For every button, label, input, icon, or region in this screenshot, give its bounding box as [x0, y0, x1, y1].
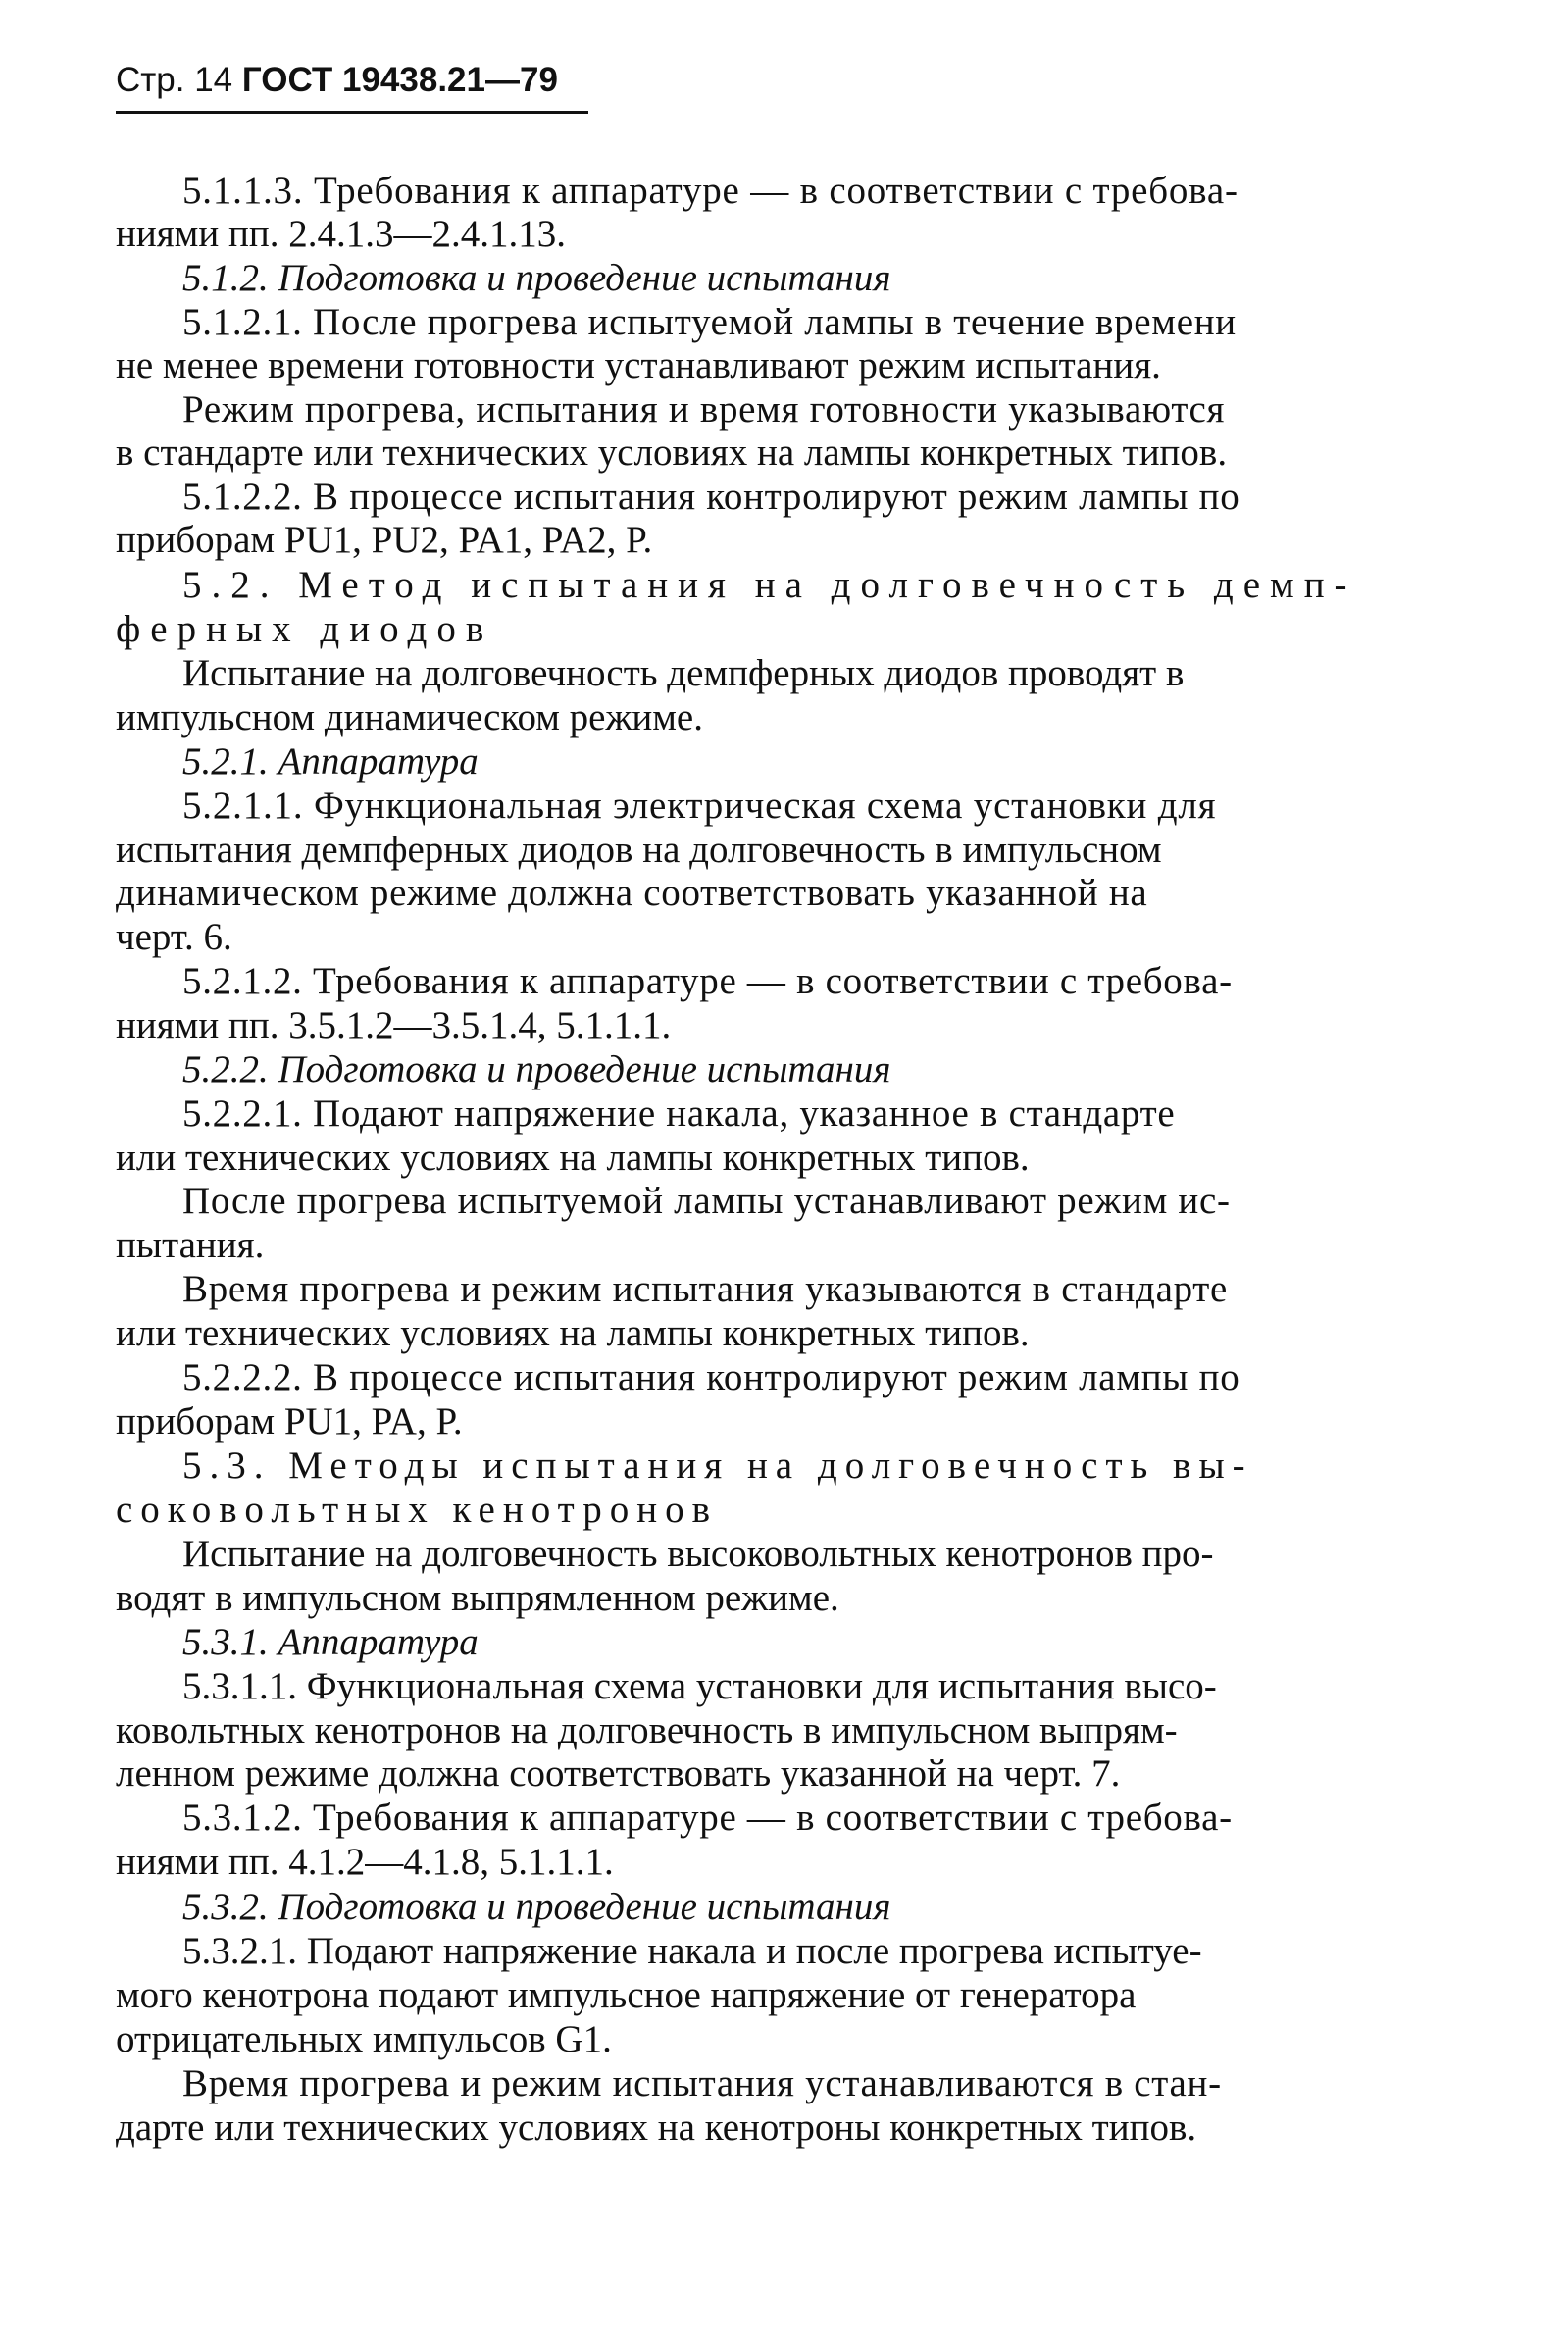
text-line: 5.1.2.2. В процессе испытания контролируют режим лампы по [182, 476, 1240, 518]
text-line: водят в импульсном выпрямленном режиме. [116, 1577, 839, 1619]
text-line: Испытание на долговечность демпферных диодов проводят в [182, 652, 1185, 694]
text-line: отрицательных импульсов G1. [116, 2018, 612, 2060]
section-subheading: 5.3.1. Аппаратура [182, 1621, 479, 1663]
text-line: 5.3.1.1. Функциональная схема установки для испытания высо- [182, 1665, 1217, 1707]
text-line: мого кенотрона подают импульсное напряжение от генератора [116, 1974, 1137, 2016]
text-line: Время прогрева и режим испытания указываются в стандарте [182, 1268, 1229, 1310]
text-line: в стандарте или технических условиях на лампы конкретных типов. [116, 431, 1228, 474]
text-line: 5.3.2.1. Подают напряжение накала и после прогрева испытуе- [182, 1930, 1202, 1972]
text-line: ниями пп. 4.1.2—4.1.8, 5.1.1.1. [116, 1841, 614, 1883]
text-line: динамическом режиме должна соответствовать указанной на [116, 872, 1148, 914]
text-line: Испытание на долговечность высоковольтных кенотронов про- [182, 1533, 1214, 1575]
text-line: После прогрева испытуемой лампы устанавливают режим ис- [182, 1180, 1231, 1222]
section-heading: 5.2. Метод испытания на долговечность демп- [182, 564, 1357, 606]
text-line: или технических условиях на лампы конкретных типов. [116, 1137, 1030, 1179]
text-line: или технических условиях на лампы конкретных типов. [116, 1312, 1030, 1354]
section-heading: соковольтных кенотронов [116, 1489, 718, 1531]
text-line: Время прогрева и режим испытания устанавливаются в стан- [182, 2062, 1222, 2104]
text-line: 5.2.1.2. Требования к аппаратуре — в соответствии с требова- [182, 960, 1233, 1002]
page-number: Стр. 14 [116, 61, 233, 99]
text-line: пытания. [116, 1224, 265, 1266]
section-subheading: 5.1.2. Подготовка и проведение испытания [182, 257, 891, 299]
section-heading: 5.3. Методы испытания на долговечность вы- [182, 1444, 1253, 1487]
section-heading: ферных диодов [116, 608, 494, 650]
text-line: испытания демпферных диодов на долговечность в импульсном [116, 829, 1162, 871]
text-line: ленном режиме должна соответствовать указанной на черт. 7. [116, 1752, 1121, 1795]
text-line: Режим прогрева, испытания и время готовности указываются [182, 388, 1226, 431]
text-line: 5.2.1.1. Функциональная электрическая схема установки для [182, 785, 1217, 827]
text-line: дарте или технических условиях на кенотроны конкретных типов. [116, 2106, 1197, 2149]
text-line: 5.1.1.3. Требования к аппаратуре — в соответствии с требова- [182, 170, 1239, 212]
section-subheading: 5.2.1. Аппаратура [182, 740, 479, 783]
text-line: 5.3.1.2. Требования к аппаратуре — в соответствии с требова- [182, 1797, 1233, 1839]
text-line: ниями пп. 2.4.1.3—2.4.1.13. [116, 213, 566, 255]
text-line: 5.2.2.2. В процессе испытания контролируют режим лампы по [182, 1356, 1240, 1398]
text-line: ковольтных кенотронов на долговечность в импульсном выпрям- [116, 1709, 1178, 1751]
text-line: ниями пп. 3.5.1.2—3.5.1.4, 5.1.1.1. [116, 1004, 672, 1046]
standard-code: ГОСТ 19438.21—79 [241, 61, 558, 99]
text-line: приборам PU1, PU2, PA1, PA2, P. [116, 519, 653, 561]
text-line: 5.2.2.1. Подают напряжение накала, указанное в стандарте [182, 1092, 1176, 1135]
section-subheading: 5.3.2. Подготовка и проведение испытания [182, 1886, 891, 1928]
section-subheading: 5.2.2. Подготовка и проведение испытания [182, 1048, 891, 1090]
text-line: 5.1.2.1. После прогрева испытуемой лампы в течение времени [182, 301, 1237, 343]
text-line: приборам PU1, PA, P. [116, 1400, 463, 1443]
text-line: черт. 6. [116, 916, 232, 958]
text-line: импульсном динамическом режиме. [116, 696, 703, 738]
text-line: не менее времени готовности устанавливают режим испытания. [116, 344, 1161, 386]
